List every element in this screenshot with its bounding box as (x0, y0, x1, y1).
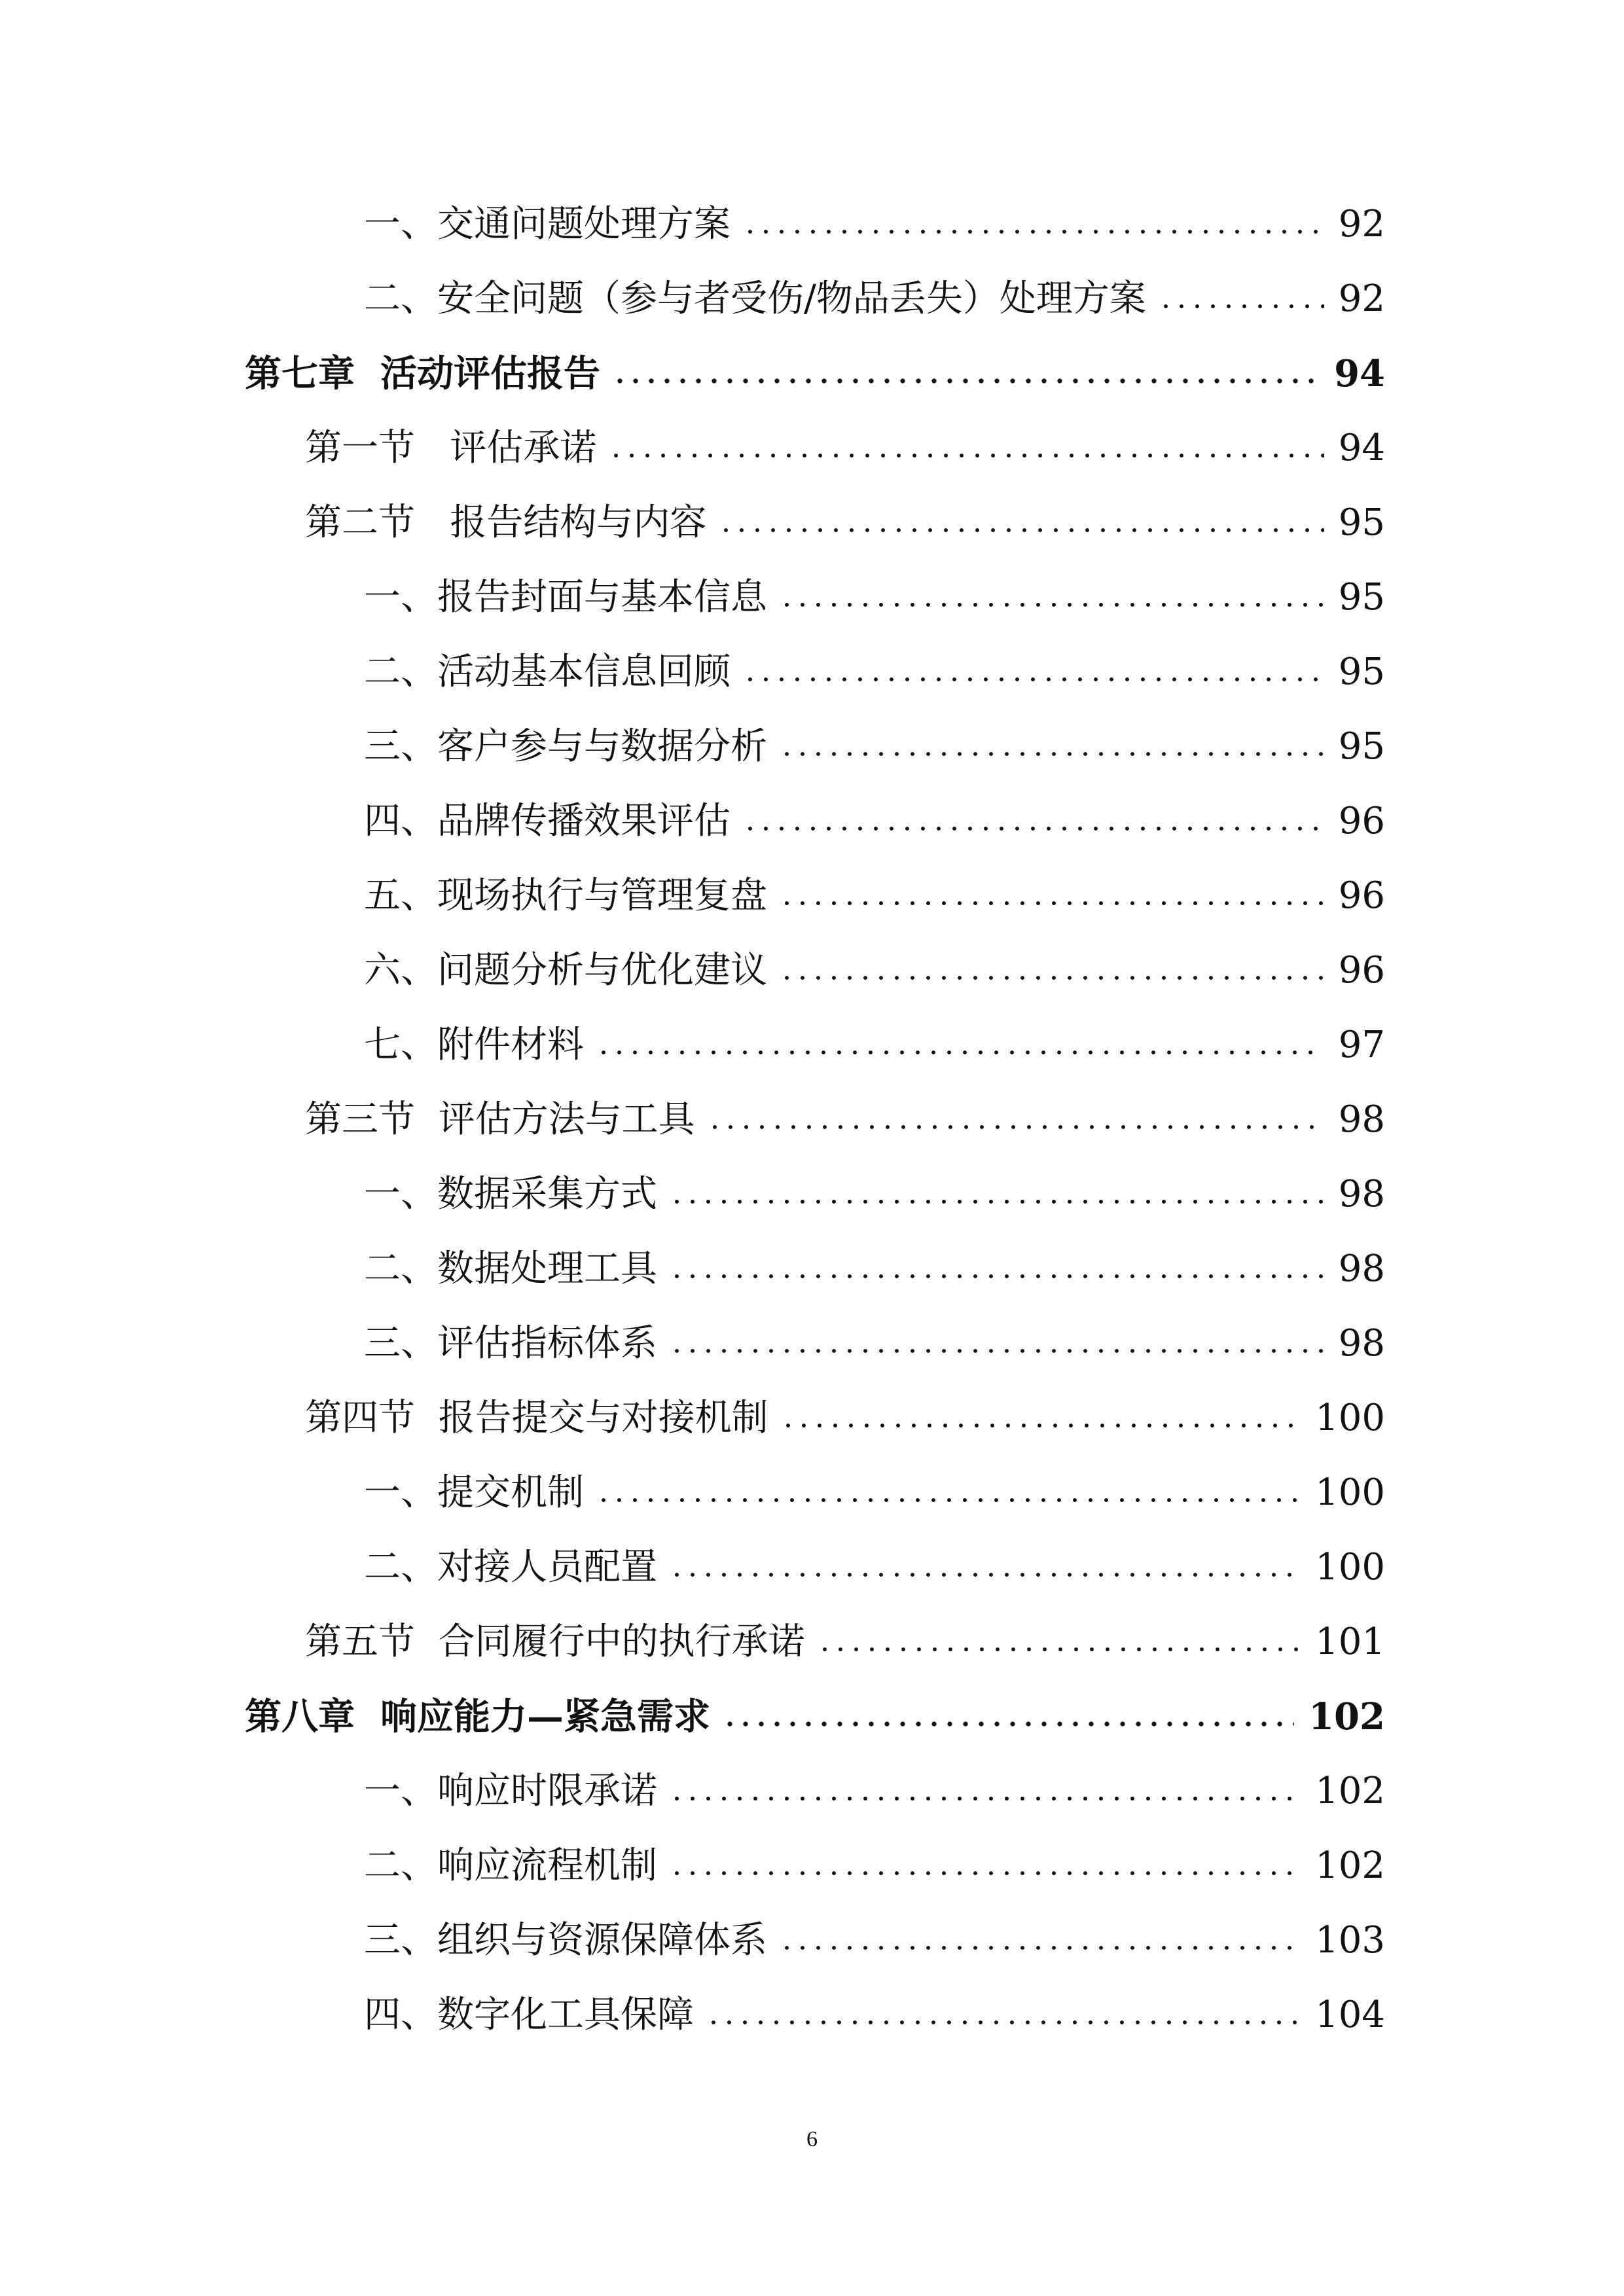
dot-leader (1158, 304, 1324, 308)
dot-leader (669, 1349, 1324, 1353)
toc-entry-title: 第五节 合同履行中的执行承诺 (305, 1621, 805, 1663)
toc-section-entry[interactable] (0, 486, 1624, 560)
dot-leader (669, 1871, 1301, 1875)
toc-entry-page-number: 100 (1315, 1546, 1385, 1588)
toc-entry-title: 一、数据采集方式 (364, 1173, 657, 1215)
dot-leader (707, 1125, 1324, 1129)
toc-entry-title: 二、对接人员配置 (364, 1546, 657, 1588)
toc-subsection-entry[interactable] (0, 635, 1624, 709)
toc-subsection-entry[interactable] (0, 1157, 1624, 1232)
toc-entry-page-number: 94 (1338, 427, 1385, 469)
toc-entry-page-number: 100 (1315, 1397, 1385, 1439)
toc-entry-page-number: 96 (1338, 874, 1385, 917)
dot-leader (780, 1424, 1301, 1427)
toc-entry-page-number: 100 (1315, 1471, 1385, 1514)
toc-entry-title: 第四节 报告提交与对接机制 (305, 1397, 768, 1439)
toc-entry-title: 七、附件材料 (364, 1024, 584, 1066)
dot-leader (718, 528, 1324, 532)
dot-leader (779, 603, 1324, 607)
dot-leader (742, 827, 1324, 831)
dot-leader (608, 454, 1324, 457)
toc-subsection-entry[interactable] (0, 784, 1624, 859)
toc-subsection-entry[interactable] (0, 262, 1624, 336)
toc-entry-page-number: 95 (1338, 501, 1385, 544)
toc-section-entry[interactable] (0, 1381, 1624, 1456)
dot-leader (596, 1498, 1301, 1502)
toc-subsection-entry[interactable] (0, 187, 1624, 262)
toc-entry-page-number: 103 (1315, 1919, 1385, 1962)
toc-entry-page-number: 95 (1338, 651, 1385, 693)
dot-leader (669, 1797, 1301, 1801)
toc-entry-title: 六、问题分析与优化建议 (364, 949, 767, 992)
dot-leader (596, 1050, 1324, 1054)
toc-entry-title: 一、提交机制 (364, 1471, 584, 1514)
toc-entry-title: 三、评估指标体系 (364, 1322, 657, 1365)
toc-entry-page-number: 96 (1338, 949, 1385, 992)
toc-entry-page-number: 104 (1315, 1994, 1385, 2036)
toc-entry-page-number: 102 (1315, 1844, 1385, 1887)
toc-entry-title: 三、组织与资源保障体系 (364, 1919, 767, 1962)
toc-entry-title: 二、活动基本信息回顾 (364, 651, 731, 693)
toc-entry-page-number: 95 (1338, 725, 1385, 768)
toc-entry-title: 二、数据处理工具 (364, 1247, 657, 1290)
toc-subsection-entry[interactable] (0, 1008, 1624, 1083)
dot-leader (669, 1274, 1324, 1278)
toc-entry-title: 四、数字化工具保障 (364, 1994, 694, 2036)
toc-subsection-entry[interactable] (0, 1978, 1624, 2053)
toc-entry-page-number: 101 (1315, 1621, 1385, 1663)
toc-entry-page-number: 96 (1338, 800, 1385, 842)
toc-entry-page-number: 102 (1308, 1695, 1385, 1738)
toc-entry-page-number: 102 (1315, 1770, 1385, 1812)
toc-chapter-entry[interactable] (0, 336, 1624, 411)
toc-entry-page-number: 92 (1338, 278, 1385, 320)
toc-entry-page-number: 94 (1334, 352, 1385, 395)
toc-subsection-entry[interactable] (0, 933, 1624, 1008)
toc-entry-page-number: 97 (1338, 1024, 1385, 1066)
toc-entry-title: 第七章 活动评估报告 (245, 352, 600, 395)
toc-subsection-entry[interactable] (0, 1232, 1624, 1306)
toc-entry-title: 二、响应流程机制 (364, 1844, 657, 1887)
toc-entry-page-number: 95 (1338, 576, 1385, 619)
dot-leader (722, 1721, 1294, 1727)
toc-entry-page-number: 98 (1338, 1098, 1385, 1141)
dot-leader (779, 752, 1324, 756)
toc-entry-title: 第一节 评估承诺 (305, 427, 597, 469)
dot-leader (779, 1946, 1301, 1950)
toc-subsection-entry[interactable] (0, 1754, 1624, 1829)
toc-subsection-entry[interactable] (0, 1456, 1624, 1530)
toc-entry-title: 五、现场执行与管理复盘 (364, 874, 767, 917)
dot-leader (669, 1200, 1324, 1204)
toc-entry-page-number: 92 (1338, 203, 1385, 245)
toc-section-entry[interactable] (0, 1083, 1624, 1157)
toc-subsection-entry[interactable] (0, 1829, 1624, 1903)
toc-entry-title: 一、交通问题处理方案 (364, 203, 731, 245)
toc-section-entry[interactable] (0, 411, 1624, 486)
dot-leader (742, 230, 1324, 234)
toc-entry-title: 第二节 报告结构与内容 (305, 501, 707, 544)
toc-subsection-entry[interactable] (0, 859, 1624, 933)
toc-entry-title: 第三节 评估方法与工具 (305, 1098, 695, 1141)
toc-entry-title: 一、报告封面与基本信息 (364, 576, 767, 619)
dot-leader (779, 976, 1324, 980)
toc-chapter-entry[interactable] (0, 1679, 1624, 1754)
toc-entry-title: 二、安全问题（参与者受伤/物品丢失）处理方案 (364, 278, 1146, 320)
toc-entry-title: 一、响应时限承诺 (364, 1770, 657, 1812)
toc-section-entry[interactable] (0, 1605, 1624, 1679)
dot-leader (742, 677, 1324, 681)
page-number: 6 (806, 2127, 818, 2151)
toc-entry-page-number: 98 (1338, 1247, 1385, 1290)
toc-entry-title: 三、客户参与与数据分析 (364, 725, 767, 768)
toc-entry-page-number: 98 (1338, 1173, 1385, 1215)
dot-leader (669, 1573, 1301, 1577)
toc-subsection-entry[interactable] (0, 1306, 1624, 1381)
toc-entry-page-number: 98 (1338, 1322, 1385, 1365)
toc-subsection-entry[interactable] (0, 1903, 1624, 1978)
toc-subsection-entry[interactable] (0, 1530, 1624, 1605)
dot-leader (779, 901, 1324, 905)
toc-entry-title: 四、品牌传播效果评估 (364, 800, 731, 842)
dot-leader (817, 1647, 1301, 1651)
dot-leader (612, 378, 1320, 384)
table-of-contents (0, 187, 1624, 2053)
toc-subsection-entry[interactable] (0, 709, 1624, 784)
toc-entry-title: 第八章 响应能力—紧急需求 (245, 1695, 710, 1738)
dot-leader (706, 2020, 1301, 2024)
toc-subsection-entry[interactable] (0, 560, 1624, 635)
